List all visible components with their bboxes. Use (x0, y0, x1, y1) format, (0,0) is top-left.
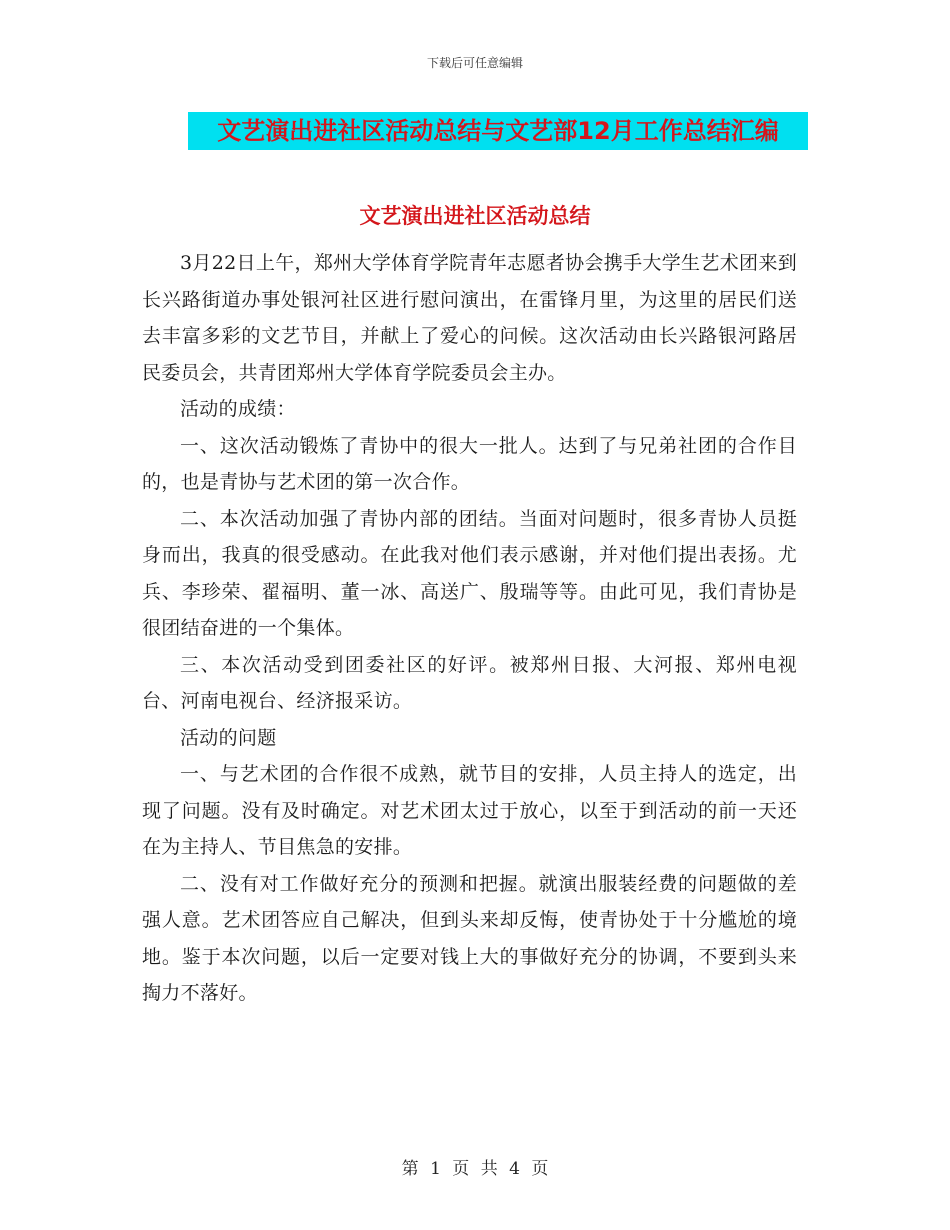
main-title: 文艺演出进社区活动总结与文艺部12月工作总结汇编 (188, 112, 808, 150)
paragraph-problem-2: 二、没有对工作做好充分的预测和把握。就演出服装经费的问题做的差强人意。艺术团答应自己解决，但到头来却反悔，使青协处于十分尴尬的境地。鉴于本次问题，以后一定要对钱上大的事做好充分的协调，不要到头来掏力不落好。 (142, 872, 797, 1004)
paragraph-achievements-heading: 活动的成绩： (180, 398, 296, 420)
paragraph-achievement-3: 三、本次活动受到团委社区的好评。被郑州日报、大河报、郑州电视台、河南电视台、经济报采访。 (142, 653, 797, 712)
paragraph-problem-1: 一、与艺术团的合作很不成熟，就节目的安排，人员主持人的选定，出现了问题。没有及时确定。对艺术团太过于放心，以至于到活动的前一天还在为主持人、节目焦急的安排。 (142, 763, 797, 858)
paragraph-achievement-1: 一、这次活动锻炼了青协中的很大一批人。达到了与兄弟社团的合作目的，也是青协与艺术团的第一次合作。 (142, 434, 797, 493)
paragraph-intro: 3月22日上午，郑州大学体育学院青年志愿者协会携手大学生艺术团来到长兴路街道办事处银河社区进行慰问演出，在雷锋月里，为这里的居民们送去丰富多彩的文艺节目，并献上了爱心的问候。这次活动由长兴路银河路居民委员会，共青团郑州大学体育学院委员会主办。 (142, 252, 797, 384)
page-footer: 第 1 页 共 4 页 (401, 1159, 549, 1179)
body-text (142, 245, 797, 1012)
paragraph-problems-heading: 活动的问题 (180, 726, 277, 749)
header-note: 下载后可任意编辑 (426, 56, 523, 70)
paragraph-achievement-2: 二、本次活动加强了青协内部的团结。当面对问题时，很多青协人员挺身而出，我真的很受感动。在此我对他们表示感谢，并对他们提出表扬。尤兵、李珍荣、翟福明、董一冰、高送广、殷瑞等等。由此可见，我们青协是很团结奋进的一个集体。 (142, 507, 797, 639)
section-title: 文艺演出进社区活动总结 (359, 204, 591, 228)
